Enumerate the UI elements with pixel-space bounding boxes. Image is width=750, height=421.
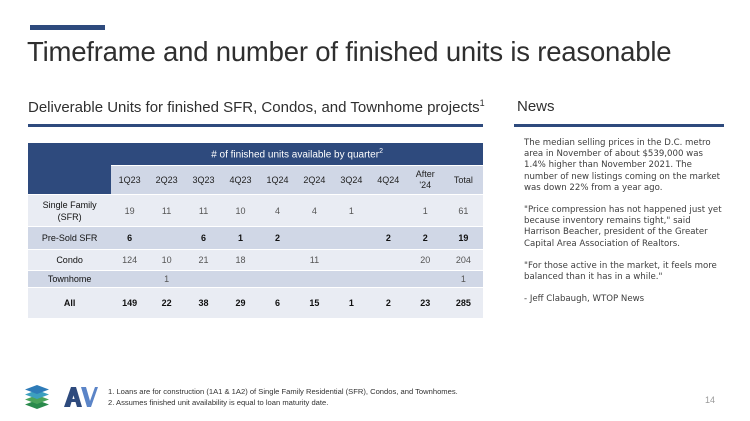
news-body	[524, 138, 724, 316]
column-header: 2Q24	[296, 166, 333, 195]
table-cell	[370, 271, 407, 288]
table-cell: 124	[111, 250, 148, 271]
news-heading: News	[517, 98, 555, 115]
table-header-footnote-ref: 2	[379, 147, 383, 155]
table-row-all	[28, 288, 483, 319]
table-row-single-family	[28, 195, 483, 227]
table-cell	[111, 271, 148, 288]
table-cell: 2	[259, 227, 296, 250]
table-cell: 149	[111, 288, 148, 319]
table-cell: 19	[444, 227, 483, 250]
row-label: Pre-Sold SFR	[28, 227, 111, 250]
table-cell: 4	[259, 195, 296, 227]
table-cell: 19	[111, 195, 148, 227]
row-label: All	[28, 288, 111, 319]
table-cell	[407, 271, 444, 288]
table-cell	[259, 250, 296, 271]
table-group-header-text: # of finished units available by quarter	[211, 149, 380, 161]
subtitle-text: Deliverable Units for finished SFR, Condos, and Townhome projects	[28, 99, 480, 116]
column-header: 2Q23	[148, 166, 185, 195]
news-attribution: - Jeff Clabaugh, WTOP News	[524, 294, 645, 305]
av-logo-icon	[64, 385, 98, 409]
table-cell: 61	[444, 195, 483, 227]
footnote-1: 1. Loans are for construction (1A1 & 1A2) of Single Family Residential (SFR), Condos, and Townhomes.	[108, 387, 458, 396]
table-cell: 22	[148, 288, 185, 319]
table-cell	[185, 271, 222, 288]
row-label: Single Family (SFR)	[28, 195, 111, 227]
column-header: 1Q23	[111, 166, 148, 195]
table-cell: 2	[370, 227, 407, 250]
row-label: Condo	[28, 250, 111, 271]
table-cell: 1	[407, 195, 444, 227]
news-paragraph: The median selling prices in the D.C. metro area in November of about $539,000 was 1.4% higher than November 2021. The number of new listings coming on the market was down 22% from a year ago.	[524, 138, 721, 193]
table-cell	[370, 195, 407, 227]
news-paragraph: "For those active in the market, it feels more balanced than it has in a while."	[524, 260, 717, 283]
subtitle-footnote-ref: 1	[479, 98, 485, 108]
table-cell: 6	[259, 288, 296, 319]
table-cell	[333, 227, 370, 250]
table-cell: 21	[185, 250, 222, 271]
table-cell: 1	[333, 288, 370, 319]
table-cell: 4	[296, 195, 333, 227]
table-cell: 1	[333, 195, 370, 227]
table-cell: 20	[407, 250, 444, 271]
table-cell: 6	[111, 227, 148, 250]
footnote-2: 2. Assumes finished unit availability is equal to loan maturity date.	[108, 398, 329, 407]
table-cell: 11	[148, 195, 185, 227]
news-paragraph: "Price compression has not happened just yet because inventory remains tight," said Harrison Beacher, president of the Greater Capital Area Association of Realtors.	[524, 205, 722, 249]
table-cell: 11	[296, 250, 333, 271]
row-label: Townhome	[28, 271, 111, 288]
column-header: 4Q24	[370, 166, 407, 195]
table-row-townhome	[28, 271, 483, 288]
footnotes	[108, 386, 458, 408]
table-row-condo	[28, 250, 483, 271]
table-cell: 10	[148, 250, 185, 271]
column-header: After '24	[407, 166, 444, 195]
subtitle-underline	[28, 124, 483, 127]
table-cell: 285	[444, 288, 483, 319]
table-cell: 6	[185, 227, 222, 250]
table-group-header	[111, 143, 483, 166]
table-cell: 1	[148, 271, 185, 288]
column-header: Total	[444, 166, 483, 195]
column-header: 3Q23	[185, 166, 222, 195]
table-cell: 29	[222, 288, 259, 319]
units-table	[28, 143, 483, 318]
table-row-pre-sold-sfr	[28, 227, 483, 250]
table-cell	[148, 227, 185, 250]
layers-logo-icon	[24, 383, 50, 411]
table-cell	[296, 227, 333, 250]
page-title: Timeframe and number of finished units is reasonable	[27, 36, 672, 67]
table-cell	[333, 250, 370, 271]
table-cell	[333, 271, 370, 288]
table-cell	[259, 271, 296, 288]
table-cell: 2	[370, 288, 407, 319]
table-cell: 18	[222, 250, 259, 271]
table-cell: 11	[185, 195, 222, 227]
table-cell: 10	[222, 195, 259, 227]
table-cell	[370, 250, 407, 271]
table-cell: 2	[407, 227, 444, 250]
table-cell: 38	[185, 288, 222, 319]
table-cell: 204	[444, 250, 483, 271]
table-cell	[296, 271, 333, 288]
table-cell	[222, 271, 259, 288]
table-corner	[28, 143, 111, 195]
title-accent-bar	[30, 25, 105, 30]
page-number: 14	[705, 395, 716, 405]
table-cell: 15	[296, 288, 333, 319]
news-underline	[514, 124, 724, 127]
table-cell: 1	[444, 271, 483, 288]
table-cell: 23	[407, 288, 444, 319]
column-header: 3Q24	[333, 166, 370, 195]
table-subtitle	[28, 98, 485, 116]
column-header: 4Q23	[222, 166, 259, 195]
table-cell: 1	[222, 227, 259, 250]
column-header: 1Q24	[259, 166, 296, 195]
